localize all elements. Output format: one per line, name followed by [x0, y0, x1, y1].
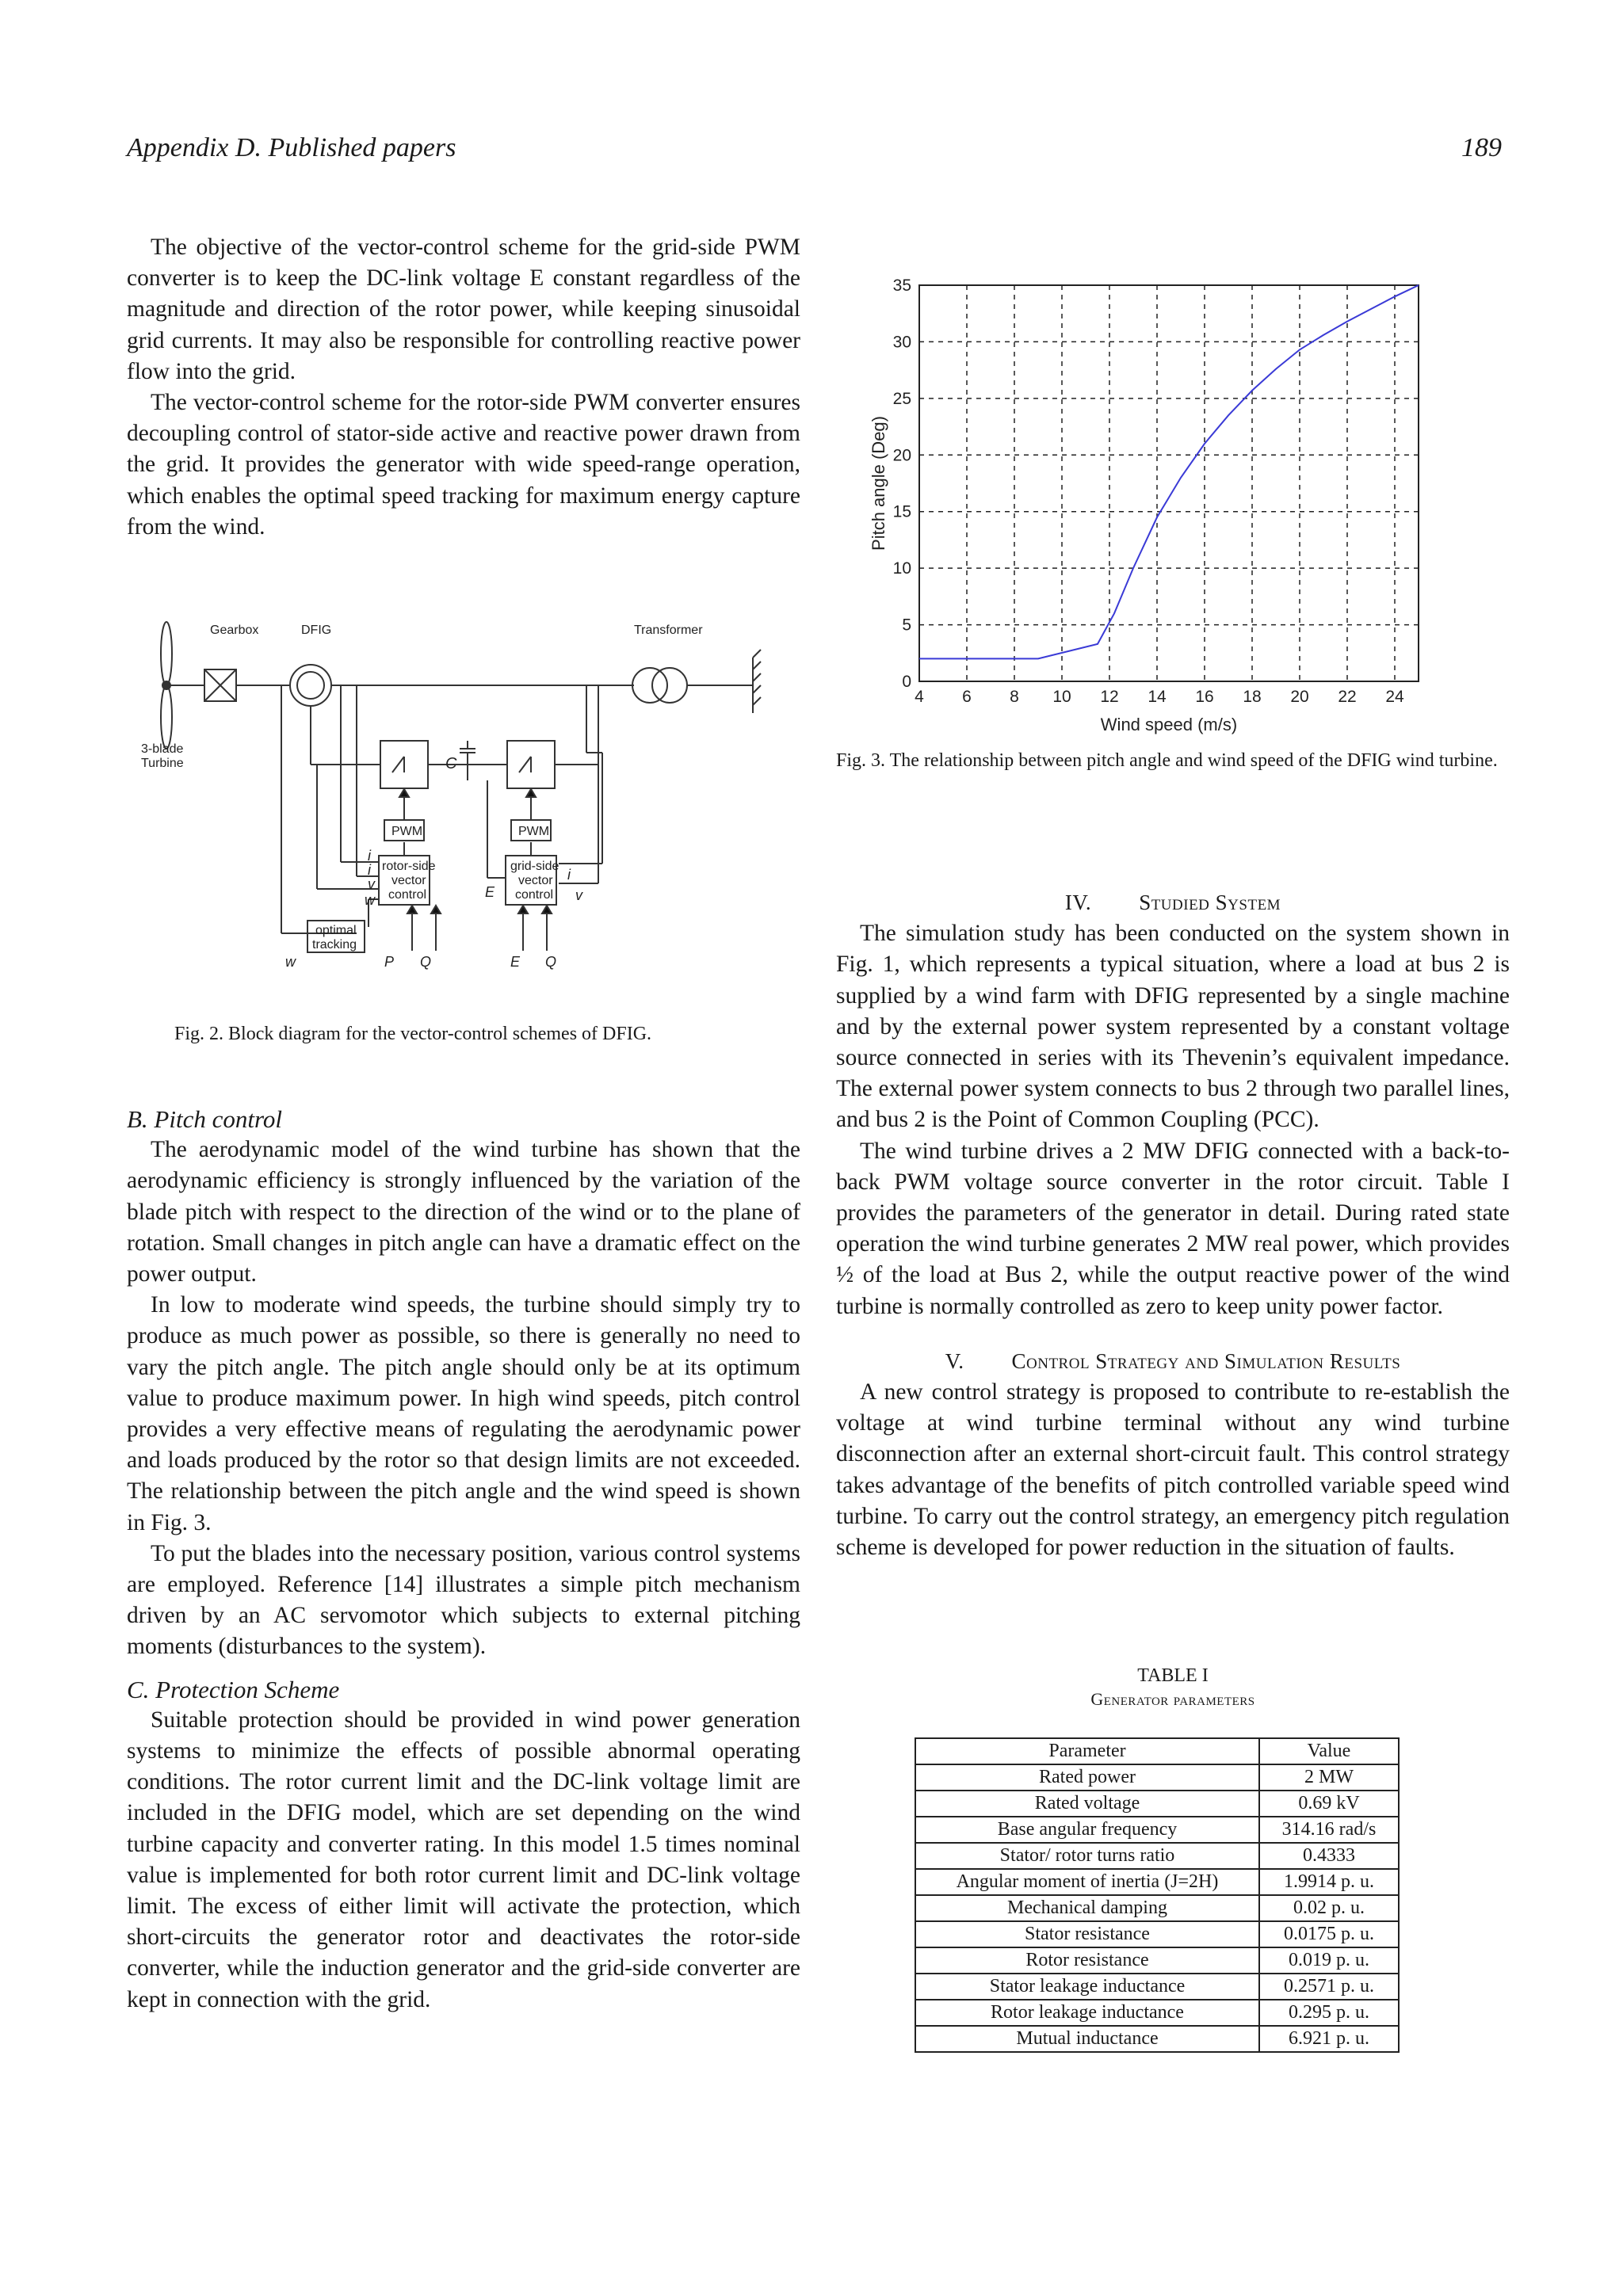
section-heading-pitch-control: B. Pitch control: [127, 1105, 283, 1133]
paragraph: In low to moderate wind speeds, the turbine should simply try to produce as much power as possible, so there is generally no need to vary the pitch angle. The pitch angle should only be at its optimum value to produce maximum power. In high wind speeds, pitch control provides a very effective means of regulating the aerodynamic power and loads produced by the rotor so that design limits are not exceeded. The relationship between the pitch angle and the wind speed is shown in Fig. 3.: [127, 1292, 800, 1535]
figure-2-block-diagram: [127, 610, 792, 998]
cell-parameter: Stator resistance: [915, 1921, 1259, 1947]
label-grid-side-1: grid-side: [510, 860, 559, 873]
label-pwm-right: PWM: [518, 825, 550, 838]
paragraph: The objective of the vector-control scheme for the grid-side PWM converter is to keep the DC-link voltage E constant regardless of the magnitude and direction of the rotor power, while keeping sinusoidal grid currents. It may also be responsible for controlling reactive power flow into the grid.: [127, 235, 800, 384]
left-column-sections: [127, 1104, 800, 2016]
paragraph: A new control strategy is proposed to contribute to re-establish the voltage at wind turbine terminal without any wind turbine disconnection after an external short-circuit fault. This control strategy takes advantage of the benefits of pitch controlled variable speed wind turbine. To carry out the control strategy, an emergency pitch regulation scheme is developed for power reduction in the situation of faults.: [836, 1379, 1510, 1561]
label-rotor-side-3: control: [388, 888, 427, 902]
y-tick-label: 20: [892, 446, 911, 465]
x-tick-label: 16: [1195, 688, 1214, 706]
table-caption: Generator parameters: [1090, 1689, 1255, 1709]
paragraph: The simulation study has been conducted on the system shown in Fig. 1, which represents a typical situation, where a load at bus 2 is supplied by a wind farm with DFIG represented by a single machine and by the external power system represented by a constant voltage source connected in series with its Thevenin’s equivalent impedance. The external power system connects to bus 2 through two parallel lines, and bus 2 is the Point of Common Coupling (PCC).: [836, 921, 1510, 1133]
table-row: [915, 1817, 1399, 1843]
cell-parameter: Rotor resistance: [915, 1947, 1259, 1974]
cell-parameter: Rotor leakage inductance: [915, 2000, 1259, 2026]
section-heading-protection: C. Protection Scheme: [127, 1675, 340, 1703]
cell-value: 1.9914 p. u.: [1259, 1869, 1399, 1895]
cell-parameter: Mutual inductance: [915, 2026, 1259, 2052]
table-row: [915, 1947, 1399, 1974]
y-tick-label: 0: [902, 673, 911, 691]
section-number: V.: [945, 1348, 964, 1373]
x-tick-label: 22: [1338, 688, 1357, 706]
label-grid-side-2: vector: [518, 874, 553, 887]
cell-parameter: Base angular frequency: [915, 1817, 1259, 1843]
label-qr-ref: Q: [545, 954, 557, 970]
x-tick-label: 8: [1010, 688, 1019, 706]
label-ir: i: [368, 848, 371, 864]
cell-parameter: Rated power: [915, 1764, 1259, 1791]
label-dfig: DFIG: [301, 624, 332, 637]
y-tick-label: 15: [892, 502, 911, 521]
x-tick-label: 18: [1243, 688, 1262, 706]
label-optimal-2: tracking: [312, 938, 357, 952]
table-row: [915, 1764, 1399, 1791]
cell-value: 314.16 rad/s: [1259, 1817, 1399, 1843]
x-tick-label: 4: [915, 688, 924, 706]
cell-value: 0.019 p. u.: [1259, 1947, 1399, 1974]
cell-value: 0.2571 p. u.: [1259, 1974, 1399, 2000]
table-title: [836, 1664, 1510, 1711]
generator-parameters-table: [915, 1737, 1400, 2053]
label-e-ref: E: [510, 954, 521, 970]
label-turbine-2: Turbine: [141, 757, 184, 770]
label-e: E: [485, 884, 495, 900]
section-heading-studied-system: [836, 887, 1510, 918]
label-vs: v: [368, 876, 375, 892]
paragraph: Suitable protection should be provided in wind power generation systems to minimize the effects of possible abnormal operating conditions. The rotor current limit and the DC-link voltage limit are included in the DFIG model, which are set depending on the wind turbine capacity and converter rating. In this model 1.5 times nominal value is implemented for both rotor current limit and DC-link voltage limit. The excess of either limit will activate the protection, which short-circuits the generator rotor and deactivates the rotor-side converter, while the induction generator and the grid-side converter are kept in connection with the grid.: [127, 1707, 800, 2012]
cell-value: 0.4333: [1259, 1843, 1399, 1869]
section-title: Control Strategy and Simulation Results: [1011, 1348, 1401, 1373]
cell-parameter: Stator leakage inductance: [915, 1974, 1259, 2000]
cell-parameter: Rated voltage: [915, 1791, 1259, 1817]
label-turbine-1: 3-blade: [141, 742, 184, 756]
cell-parameter: Mechanical damping: [915, 1895, 1259, 1921]
x-tick-label: 12: [1100, 688, 1119, 706]
y-tick-label: 30: [892, 333, 911, 352]
table-label: TABLE I: [1137, 1665, 1209, 1686]
x-axis-label: Wind speed (m/s): [1100, 715, 1238, 734]
cell-parameter: Stator/ rotor turns ratio: [915, 1843, 1259, 1869]
label-wr-top: w: [365, 892, 375, 908]
cell-value: 6.921 p. u.: [1259, 2026, 1399, 2052]
cell-value: 0.02 p. u.: [1259, 1895, 1399, 1921]
paragraph: The wind turbine drives a 2 MW DFIG connected with a back-to-back PWM voltage source converter in the rotor circuit. Table I provides the parameters of the generator in detail. During rated state operation the wind turbine generates 2 MW real power, which provides ½ of the load at Bus 2, while the output reactive power of the wind turbine is normally controlled as zero to keep unity power factor.: [836, 1138, 1510, 1319]
label-pwm-left: PWM: [391, 825, 423, 838]
label-rotor-side-2: vector: [391, 874, 426, 887]
table-row: [915, 1921, 1399, 1947]
label-qs-ref: Q: [420, 954, 432, 970]
x-tick-label: 10: [1052, 688, 1071, 706]
paragraph: The aerodynamic model of the wind turbine has shown that the aerodynamic efficiency is strongly influenced by the variation of the blade pitch with respect to the direction of the wind or to the plane of rotation. Small changes in pitch angle can have a dramatic effect on the power output.: [127, 1137, 800, 1287]
figure-2-caption: Fig. 2. Block diagram for the vector-control schemes of DFIG.: [174, 1024, 652, 1044]
figure-3-caption: Fig. 3. The relationship between pitch angle and wind speed of the DFIG wind turbine.: [836, 750, 1498, 771]
cell-value: 0.295 p. u.: [1259, 2000, 1399, 2026]
x-tick-label: 24: [1385, 688, 1404, 706]
table-row: [915, 1974, 1399, 2000]
label-gearbox: Gearbox: [210, 624, 259, 637]
table-row: [915, 1869, 1399, 1895]
label-transformer: Transformer: [634, 624, 703, 637]
paragraph: To put the blades into the necessary position, various control systems are employed. Reference [14] illustrates a simple pitch mechanism driven by an AC servomotor which subjects to external pitching moments (disturbances to the system).: [127, 1540, 800, 1660]
header-parameter: Parameter: [915, 1738, 1259, 1764]
right-column: [836, 887, 1510, 1563]
label-ps-ref: P: [384, 954, 395, 970]
label-capacitor: C: [445, 755, 457, 772]
section-number: IV.: [1064, 891, 1092, 914]
section-title: Studied System: [1139, 891, 1281, 914]
cell-value: 2 MW: [1259, 1764, 1399, 1791]
figure-3-chart: [864, 269, 1434, 745]
cell-parameter: Angular moment of inertia (J=2H): [915, 1869, 1259, 1895]
table-row: [915, 2026, 1399, 2052]
running-header: Appendix D. Published papers: [127, 133, 456, 162]
cell-value: 0.69 kV: [1259, 1791, 1399, 1817]
table-header-row: [915, 1738, 1399, 1764]
table-row: [915, 2000, 1399, 2026]
label-optimal-1: optimal: [315, 924, 357, 937]
cell-value: 0.0175 p. u.: [1259, 1921, 1399, 1947]
left-column-intro: [127, 232, 800, 543]
table-row: [915, 1895, 1399, 1921]
section-heading-control-strategy: [836, 1346, 1510, 1377]
header-value: Value: [1259, 1738, 1399, 1764]
y-tick-label: 10: [892, 559, 911, 578]
label-grid-side-3: control: [515, 888, 554, 902]
x-tick-label: 6: [962, 688, 972, 706]
y-tick-label: 35: [892, 277, 911, 295]
page-number: 189: [1461, 133, 1502, 162]
label-ig: i: [567, 867, 571, 883]
label-vg: v: [575, 887, 582, 903]
table-row: [915, 1791, 1399, 1817]
label-rotor-side-1: rotor-side: [382, 860, 436, 873]
x-tick-label: 14: [1148, 688, 1167, 706]
y-axis-label: Pitch angle (Deg): [869, 416, 888, 551]
label-wr-bottom: w: [285, 954, 296, 970]
x-tick-label: 20: [1290, 688, 1309, 706]
table-row: [915, 1843, 1399, 1869]
y-tick-label: 25: [892, 389, 911, 408]
label-is: i: [368, 862, 371, 878]
y-tick-label: 5: [902, 616, 911, 635]
paragraph: The vector-control scheme for the rotor-side PWM converter ensures decoupling control of stator-side active and reactive power drawn from the grid. It provides the generator with wide speed-range operation, which enables the optimal speed tracking for maximum energy capture from the wind.: [127, 390, 800, 540]
